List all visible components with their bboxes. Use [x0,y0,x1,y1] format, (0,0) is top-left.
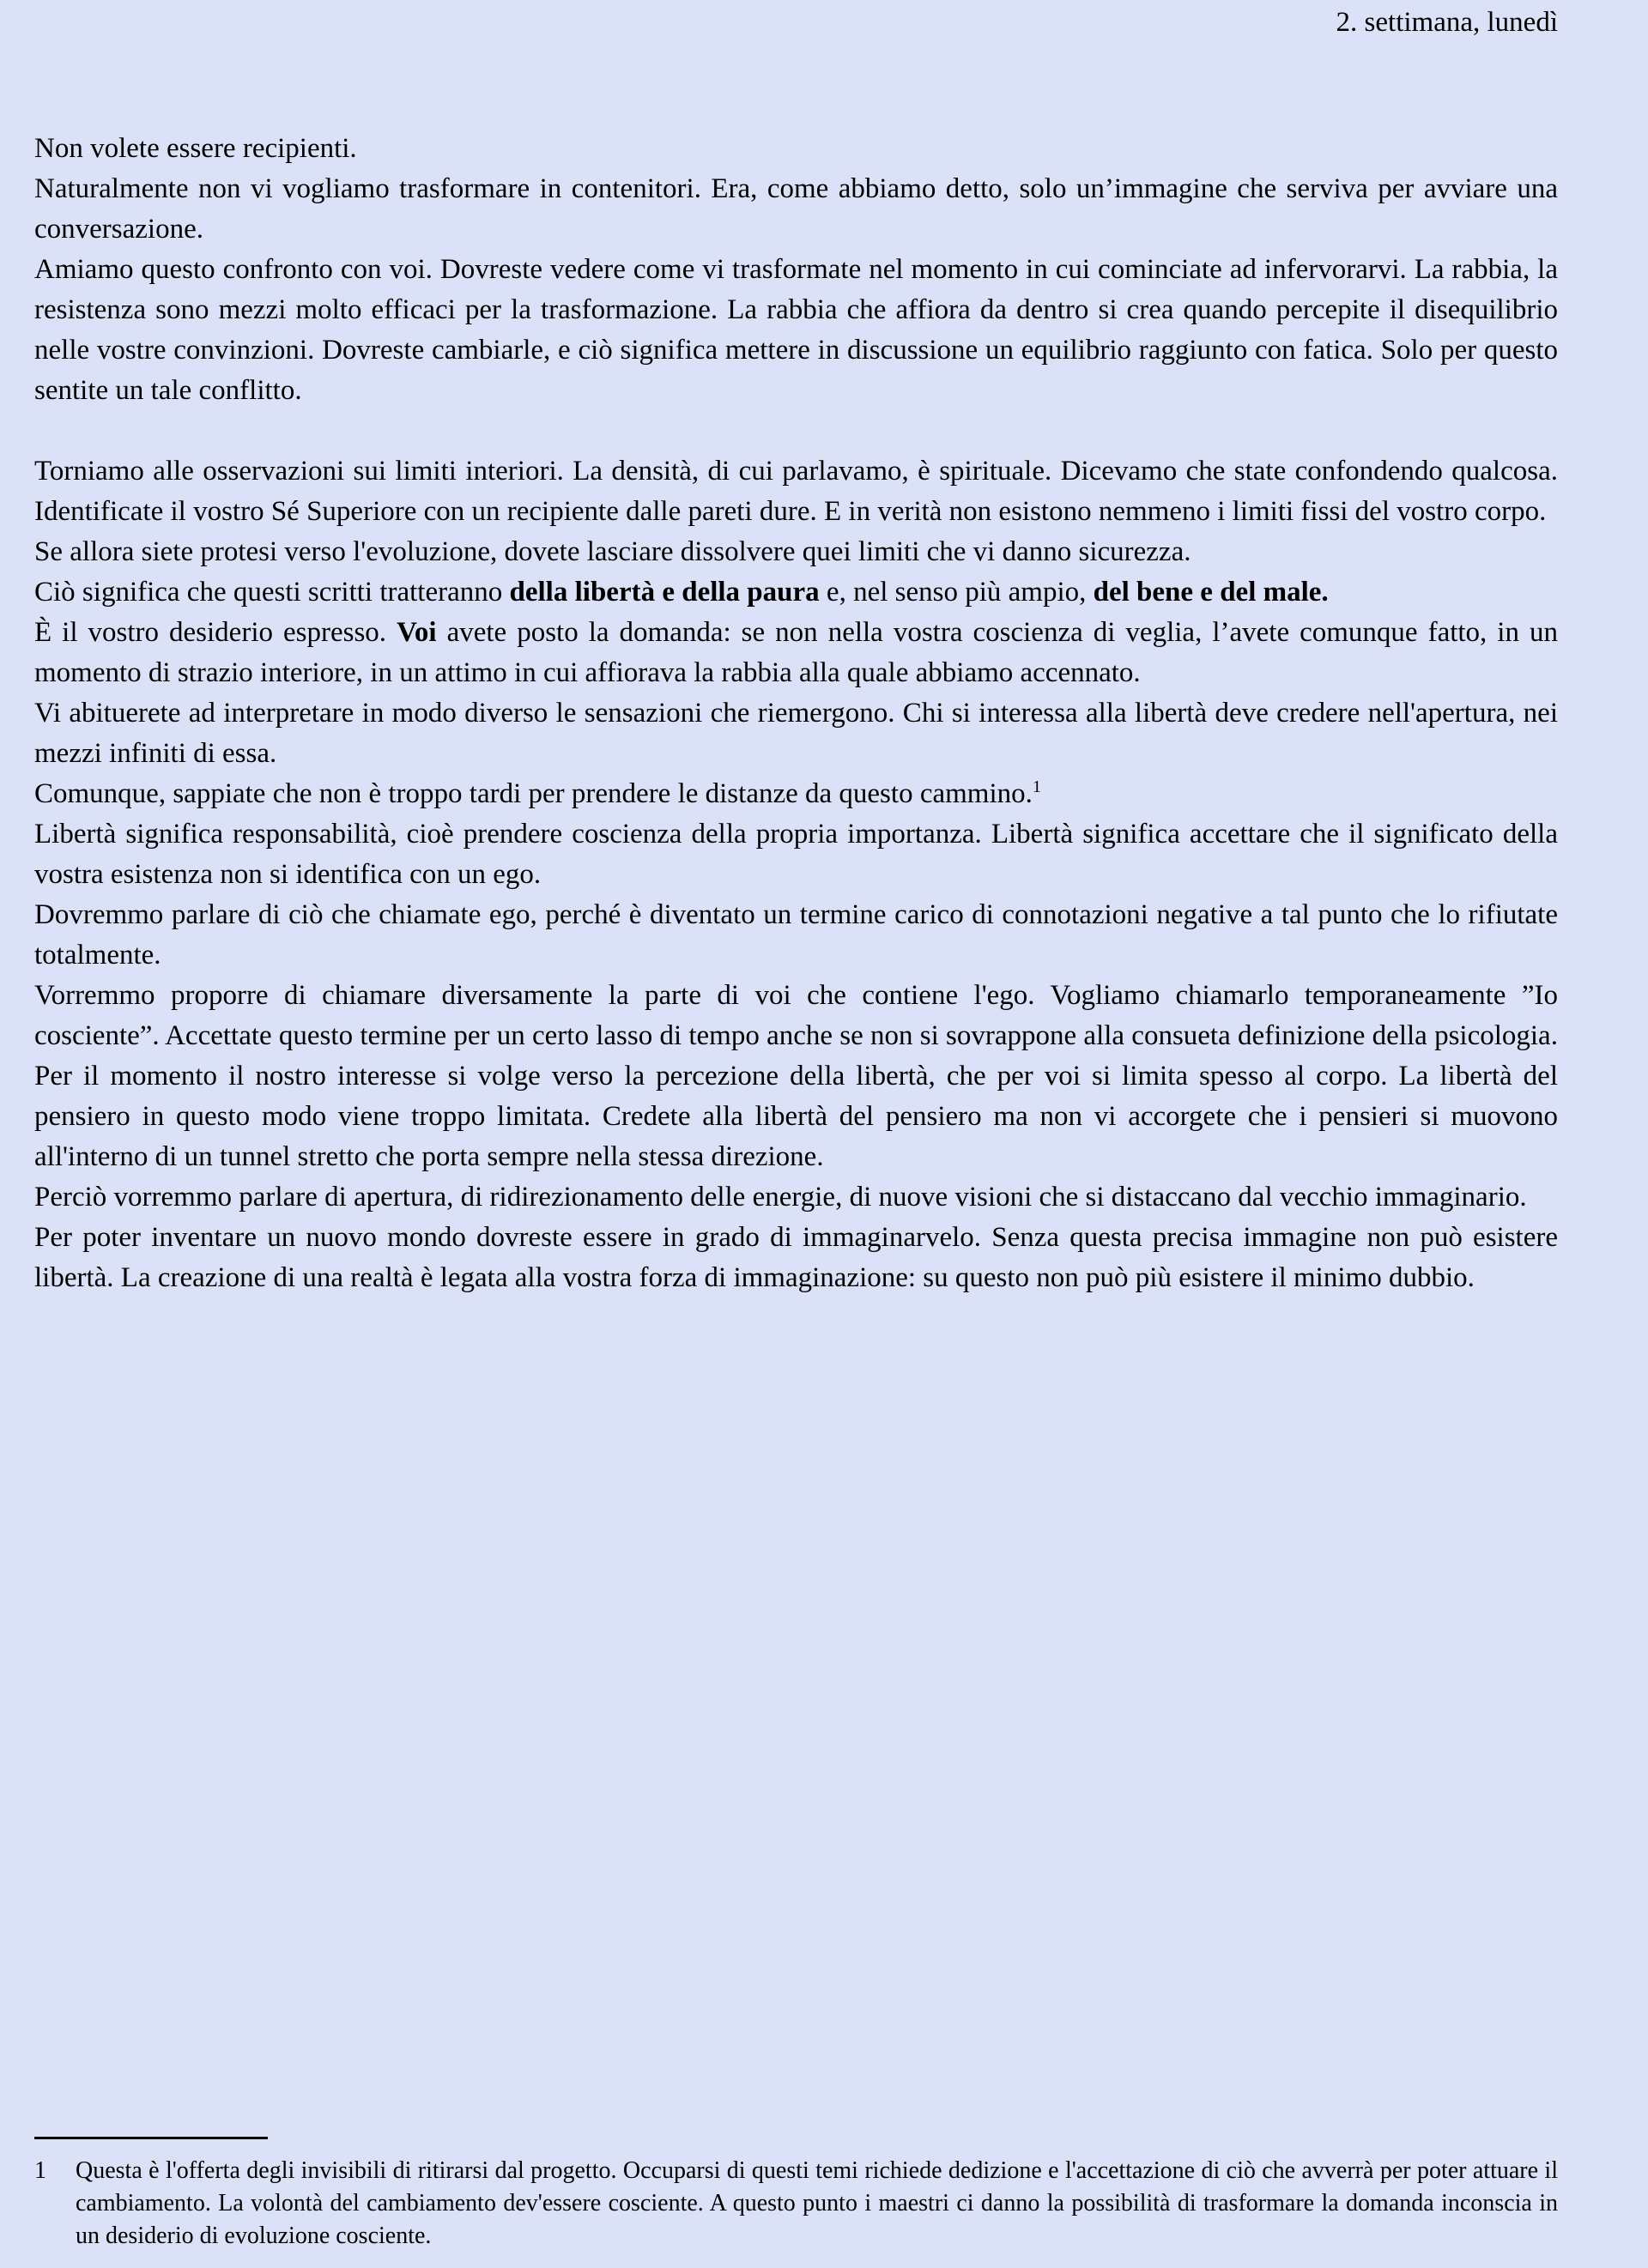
paragraph [34,1218,1558,1298]
text-run: Naturalmente non vi vogliamo trasformare in contenitori. Era, come abbiamo detto, solo un’immagine che serviva per avviare una conversazione. [34,173,1558,245]
text-run: Per il momento il nostro interesse si volge verso la percezione della libertà, che per voi si limita spesso al corpo. La libertà del pensiero in questo modo viene troppo limitata. Credete alla libertà del pensiero ma non vi accorgete che i pensieri si muovono all'interno di un tunnel stretto che porta sempre nella stessa direzione. [34,1061,1558,1172]
footnote-reference: 1 [1032,777,1042,796]
text-run: Dovremmo parlare di ciò che chiamate ego, perché è diventato un termine carico di connotazioni negative a tal punto che lo rifiutate totalmente. [34,899,1558,971]
text-run: avete posto la domanda: se non nella vostra coscienza di veglia, l’avete comunque fatto, in un momento di strazio interiore, in un attimo in cui affiorava la rabbia alla quale abbiamo accennato. [34,617,1558,688]
text-run: Torniamo alle osservazioni sui limiti interiori. La densità, di cui parlavamo, è spirituale. Dicevamo che state confondendo qualcosa. Identificate il vostro Sé Superiore con un recipiente dalle pareti dure. E in verità non esistono nemmeno i limiti fissi del vostro corpo. [34,456,1558,527]
document-body [34,129,1558,1298]
footnote-area [34,2137,1558,2253]
paragraph [34,774,1558,814]
footnote-number: 1 [34,2157,46,2184]
footnote [34,2155,1558,2253]
text-run: Se allora siete protesi verso l'evoluzione, dovete lasciare dissolvere quei limiti che vi danno sicurezza. [34,536,1191,567]
text-run: Amiamo questo confronto con voi. Dovreste vedere come vi trasformate nel momento in cui cominciate ad infervorarvi. La rabbia, la resistenza sono mezzi molto efficaci per la trasformazione. La rabbia che affiora da dentro si crea quando percepite il disequilibrio nelle vostre convinzioni. Dovreste cambiarle, e ciò significa mettere in discussione un equilibrio raggiunto con fatica. Solo per questo sentite un tale conflitto. [34,254,1558,406]
paragraph [34,976,1558,1056]
paragraph [34,895,1558,976]
paragraph [34,693,1558,774]
paragraph [34,814,1558,895]
paragraph [34,129,1558,169]
text-run: Ciò significa che questi scritti tratteranno [34,577,510,608]
paragraph [34,169,1558,250]
header-date-label: 2. settimana, lunedì [1336,7,1558,38]
text-run: È il vostro desiderio espresso. [34,617,397,648]
page-header [34,5,1558,39]
footnote-text: Questa è l'offerta degli invisibili di ritirarsi dal progetto. Occuparsi di questi temi richiede dedizione e l'accettazione di ciò che avverrà per poter attuare il cambiamento. La volontà del cambiamento dev'essere cosciente. A questo punto i maestri ci danno la possibilità di trasformare la domanda inconscia in un desiderio di evoluzione cosciente. [76,2157,1558,2249]
paragraph [34,532,1558,572]
paragraph [34,572,1558,613]
bold-text: del bene e del male. [1093,577,1329,608]
text-run: Libertà significa responsabilità, cioè prendere coscienza della propria importanza. Libertà significa accettare che il significato della vostra esistenza non si identifica con un ego. [34,819,1558,890]
footnote-separator-line [34,2137,268,2139]
paragraph [34,250,1558,411]
text-run: Vi abituerete ad interpretare in modo diverso le sensazioni che riemergono. Chi si interessa alla libertà deve credere nell'apertura, nei mezzi infiniti di essa. [34,698,1558,769]
bold-text: della libertà e della paura [509,577,820,608]
text-run: Comunque, sappiate che non è troppo tardi per prendere le distanze da questo cammino. [34,778,1033,809]
paragraph [34,1056,1558,1177]
paragraph [34,613,1558,693]
text-run: Vorremmo proporre di chiamare diversamente la parte di voi che contiene l'ego. Vogliamo chiamarlo temporaneamente ”Io cosciente”. Accettate questo termine per un certo lasso di tempo anche se non si sovrappone alla consueta definizione della psicologia. [34,980,1558,1051]
bold-text: Voi [397,617,437,648]
text-run: Perciò vorremmo parlare di apertura, di ridirezionamento delle energie, di nuove visioni che si distaccano dal vecchio immaginario. [34,1182,1527,1213]
text-run: e, nel senso più ampio, [819,577,1094,608]
text-run: Per poter inventare un nuovo mondo dovreste essere in grado di immaginarvelo. Senza questa precisa immagine non può esistere libertà. La creazione di una realtà è legata alla vostra forza di immaginazione: su questo non può più esistere il minimo dubbio. [34,1222,1558,1293]
text-run: Non volete essere recipienti. [34,133,357,164]
paragraph [34,451,1558,532]
paragraph [34,1177,1558,1218]
